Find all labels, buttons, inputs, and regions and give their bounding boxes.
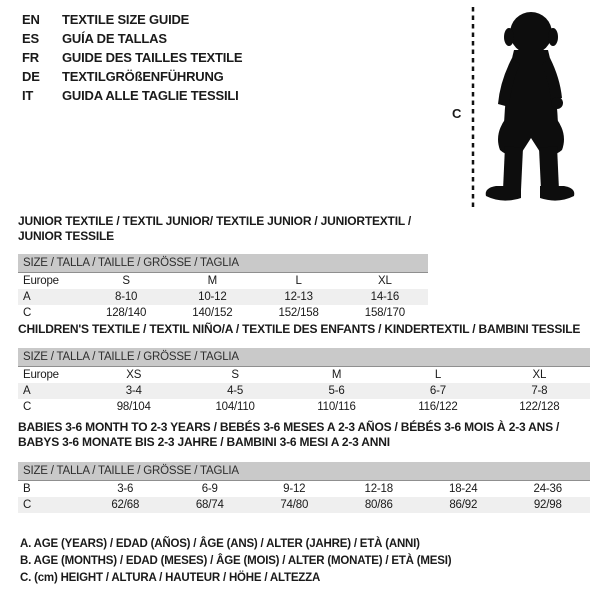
age-cell: 24-36 <box>533 483 562 495</box>
age-cell: 14-16 <box>370 291 400 303</box>
age-cell: 9-12 <box>283 483 306 495</box>
height-cell: 80/86 <box>364 499 393 511</box>
age-cell: 7-8 <box>531 385 548 397</box>
height-cell: 140/152 <box>192 307 233 319</box>
height-cell: 62/68 <box>111 499 140 511</box>
size-header-bar: SIZE / TALLA / TAILLE / GRÖSSE / TAGLIA <box>18 462 590 481</box>
size-cell: S <box>122 275 130 287</box>
size-cell: XL <box>378 275 392 287</box>
height-cell: 128/140 <box>106 307 147 319</box>
age-cell: 4-5 <box>227 385 244 397</box>
language-title: GUIDA ALLE TAGLIE TESSILI <box>62 88 239 103</box>
table-title: JUNIOR TEXTILE / TEXTIL JUNIOR/ TEXTILE JUNIOR / JUNIORTEXTIL / JUNIOR TESSILE <box>18 214 412 243</box>
age-cell: 12-18 <box>364 483 393 495</box>
size-header-bar: SIZE / TALLA / TAILLE / GRÖSSE / TAGLIA <box>18 254 428 273</box>
legend-age-months: B. AGE (MONTHS) / EDAD (MESES) / ÂGE (MOIS) / ALTER (MONATE) / ETÀ (MESI) <box>20 555 452 567</box>
table-title-line2: BABYS 3-6 MONATE BIS 2-3 JAHRE / BAMBINI 3-6 MESI A 2-3 ANNI <box>18 435 390 449</box>
babies-textile-table <box>18 420 590 513</box>
table-row <box>18 273 428 289</box>
language-title: GUIDE DES TAILLES TEXTILE <box>62 50 243 65</box>
language-row-it <box>22 86 242 105</box>
baby-silhouette-icon <box>478 6 582 215</box>
age-cell: 8-10 <box>115 291 138 303</box>
size-cell: M <box>331 369 342 381</box>
height-cell: 122/128 <box>519 401 560 413</box>
language-title: TEXTILE SIZE GUIDE <box>62 12 190 27</box>
age-cell: 5-6 <box>328 385 345 397</box>
language-row-es <box>22 29 242 48</box>
height-cell: 104/110 <box>215 401 255 413</box>
row-label: C <box>23 499 32 511</box>
row-label: C <box>23 307 32 319</box>
age-cell: 12-13 <box>284 291 313 303</box>
row-label: Europe <box>23 369 59 381</box>
height-cell: 152/158 <box>278 307 319 319</box>
language-row-en <box>22 10 242 29</box>
language-code: DE <box>22 69 40 84</box>
size-cell: L <box>434 369 442 381</box>
language-title-block <box>22 10 242 105</box>
size-cell: L <box>295 275 302 287</box>
table-row <box>18 481 590 497</box>
height-cell: 158/170 <box>364 307 405 319</box>
age-cell: 3-4 <box>125 385 142 397</box>
language-title: TEXTILGRÖßENFÜHRUNG <box>62 69 224 84</box>
legend-age-years: A. AGE (YEARS) / EDAD (AÑOS) / ÂGE (ANS) / ALTER (JAHRE) / ETÀ (ANNI) <box>20 538 420 550</box>
language-code: FR <box>22 50 39 65</box>
legend-block <box>20 536 451 587</box>
size-cell: XS <box>126 369 142 381</box>
language-title: GUÍA DE TALLAS <box>62 31 167 46</box>
age-cell: 3-6 <box>117 483 134 495</box>
row-label: B <box>23 483 31 495</box>
size-cell: XL <box>532 369 547 381</box>
height-cell: 68/74 <box>195 499 224 511</box>
size-header-bar: SIZE / TALLA / TAILLE / GRÖSSE / TAGLIA <box>18 348 590 367</box>
height-cell: 74/80 <box>280 499 309 511</box>
height-cell: 92/98 <box>533 499 562 511</box>
row-label: C <box>23 401 32 413</box>
language-row-de <box>22 67 242 86</box>
age-cell: 10-12 <box>198 291 227 303</box>
height-measure-label: C <box>452 106 462 121</box>
age-cell: 6-9 <box>201 483 218 495</box>
language-code: EN <box>22 12 40 27</box>
language-code: IT <box>22 88 34 103</box>
language-code: ES <box>22 31 39 46</box>
table-row <box>18 383 590 399</box>
height-measure-line <box>470 7 476 212</box>
size-cell: M <box>207 275 218 287</box>
size-cell: S <box>231 369 239 381</box>
table-title-line1: BABIES 3-6 MONTH TO 2-3 YEARS / BEBÉS 3-6 MESES A 2-3 AÑOS / BÉBÉS 3-6 MOIS À 2-3 ANS / <box>18 420 560 434</box>
table-title: CHILDREN'S TEXTILE / TEXTIL NIÑO/A / TEXTILE DES ENFANTS / KINDERTEXTIL / BAMBINI TESSILE <box>18 322 581 336</box>
height-cell: 86/92 <box>449 499 478 511</box>
children-textile-table <box>18 322 590 415</box>
age-cell: 18-24 <box>449 483 478 495</box>
row-label: A <box>23 385 31 397</box>
age-cell: 6-7 <box>429 385 446 397</box>
legend-height-cm: C. (cm) HEIGHT / ALTURA / HAUTEUR / HÖHE / ALTEZZA <box>20 572 321 584</box>
row-label: A <box>23 291 31 303</box>
table-row <box>18 399 590 415</box>
height-cell: 116/122 <box>418 401 458 413</box>
row-label: Europe <box>23 275 59 287</box>
table-row <box>18 305 428 321</box>
height-cell: 110/116 <box>317 401 356 413</box>
language-row-fr <box>22 48 242 67</box>
junior-textile-table <box>18 214 428 321</box>
table-row <box>18 497 590 513</box>
height-cell: 98/104 <box>116 401 151 413</box>
table-row <box>18 367 590 383</box>
table-row <box>18 289 428 305</box>
